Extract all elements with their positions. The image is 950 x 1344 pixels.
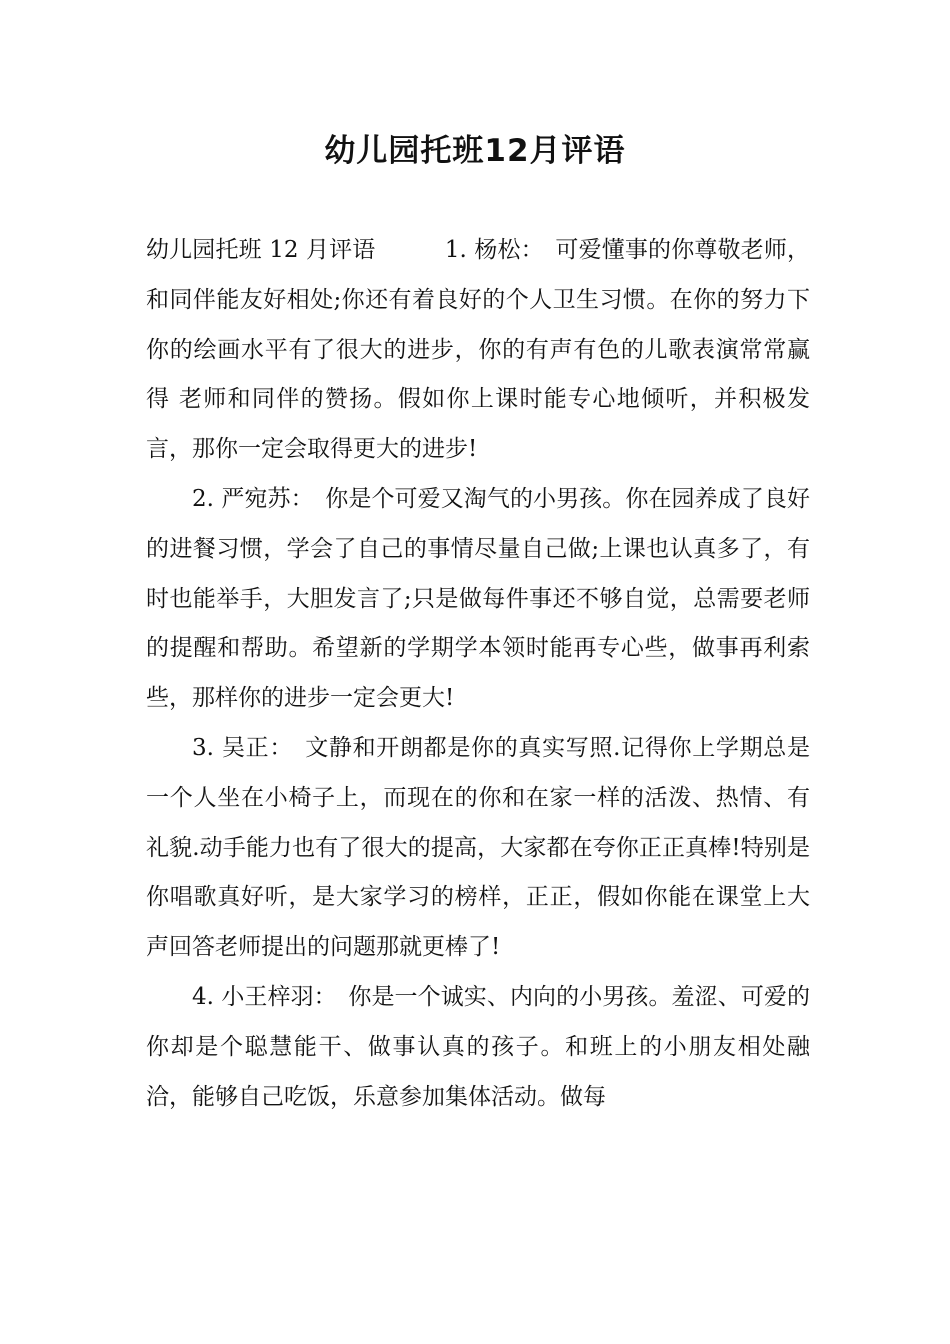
document-title: 幼儿园托班12月评语 [324, 133, 626, 169]
paragraph-intro-1: 幼儿园托班 12 月评语 1. 杨松： 可爱懂事的你尊敬老师，和同伴能友好相处;你还有着良好的个人卫生习惯。在你的努力下你的绘画水平有了很大的进步，你的有声有色的儿歌表演常常赢得 老师和同伴的赞扬。假如你上课时能专心地倾听，并积极发言，那你一定会取得更大的进步! [146, 237, 810, 463]
document-body [146, 226, 810, 1122]
paragraph-4: 4. 小王梓羽： 你是一个诚实、内向的小男孩。羞涩、可爱的你却是个聪慧能干、做事认真的孩子。和班上的小朋友相处融洽，能够自己吃饭，乐意参加集体活动。做每 [146, 983, 810, 1110]
paragraph-2: 2. 严宛苏： 你是个可爱又淘气的小男孩。你在园养成了良好的进餐习惯，学会了自己的事情尽量自己做;上课也认真多了，有时也能举手，大胆发言了;只是做每件事还不够自觉，总需要老师的提醒和帮助。希望新的学期学本领时能再专心些，做事再利索些，那样你的进步一定会更大! [146, 485, 810, 712]
paragraph-3: 3. 吴正： 文静和开朗都是你的真实写照.记得你上学期总是一个人坐在小椅子上，而现在的你和在家一样的活泼、热情、有礼貌.动手能力也有了很大的提高，大家都在夸你正正真棒!特别是你唱歌真好听，是大家学习的榜样，正正，假如你能在课堂上大声回答老师提出的问题那就更棒了! [146, 734, 810, 961]
